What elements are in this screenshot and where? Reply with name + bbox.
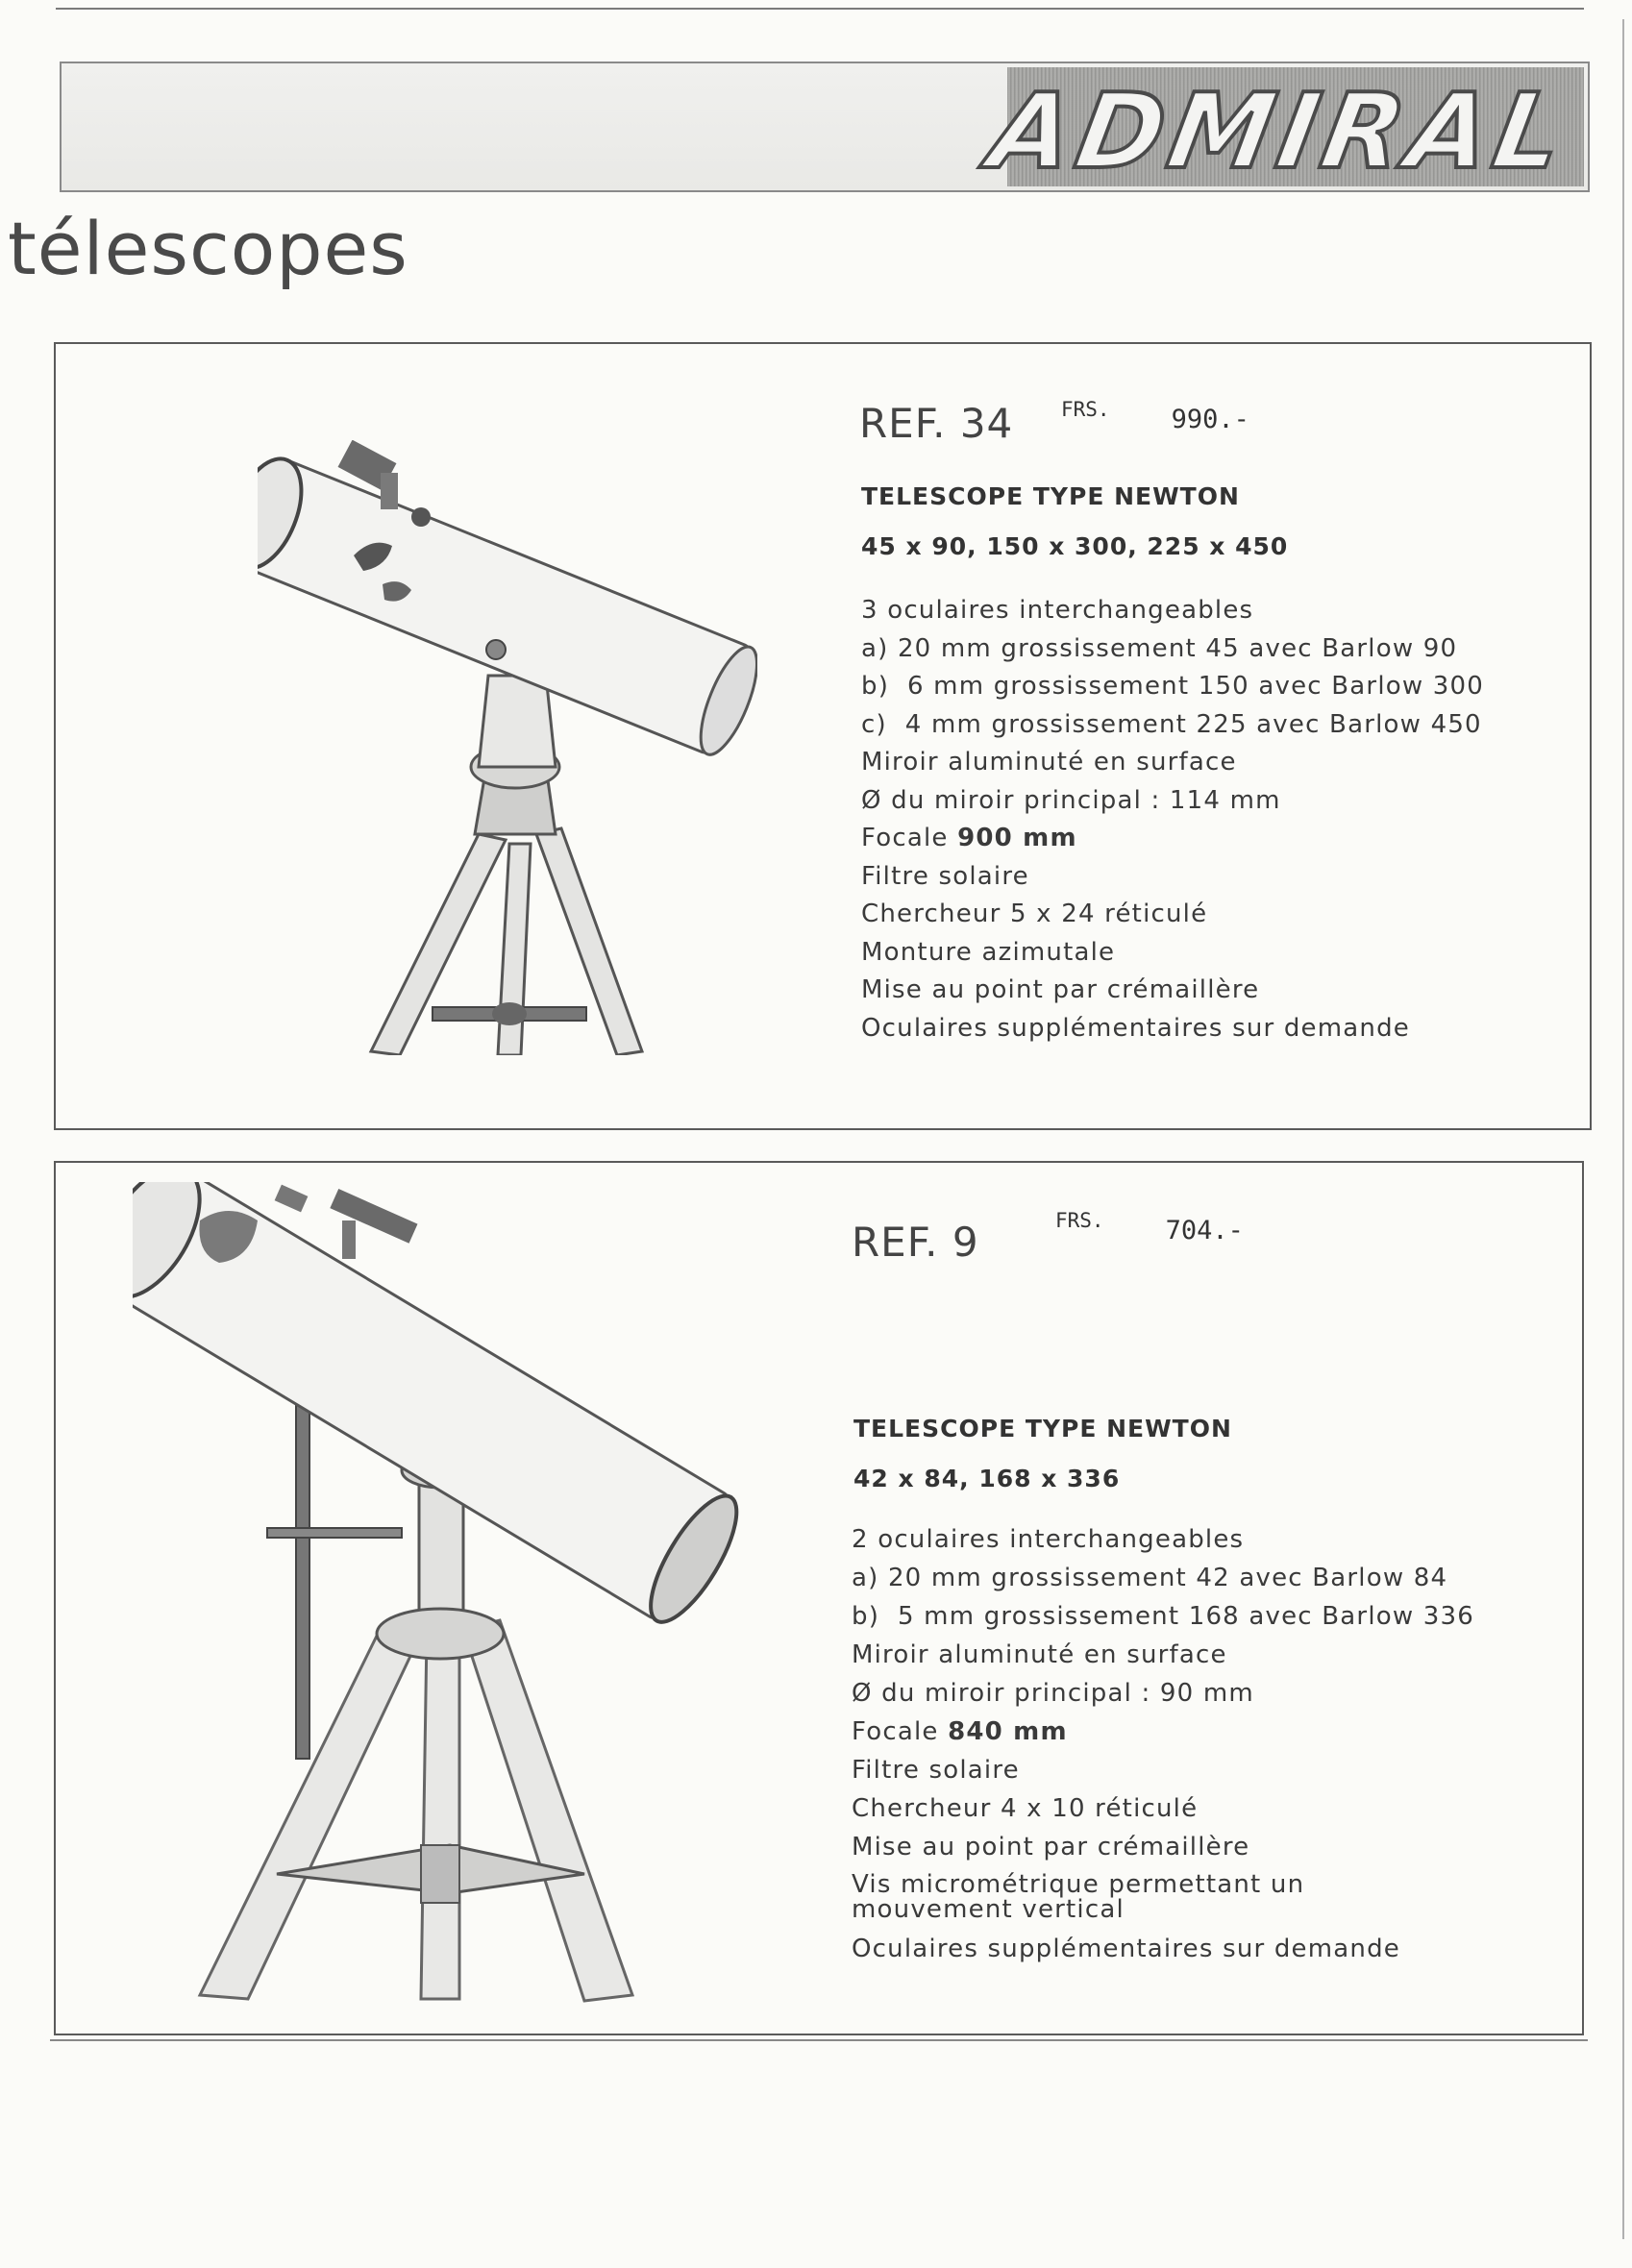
spec-mirror-diameter: Ø du miroir principal : 90 mm (852, 1679, 1254, 1708)
product-magnifications: 42 x 84, 168 x 336 (853, 1465, 1121, 1492)
bottom-rule (50, 2039, 1588, 2041)
header-band (60, 62, 1590, 192)
spec-focal (861, 820, 1484, 858)
spec-focal-value: 900 mm (957, 824, 1077, 852)
spec-finder: Chercheur 4 x 10 réticulé (852, 1794, 1199, 1823)
spec-eyepieces: 3 oculaires interchangeables (861, 596, 1254, 625)
product-panel-ref-9 (54, 1161, 1584, 2035)
spec-mount: Monture azimutale (861, 937, 1116, 967)
spec-list (852, 1520, 1475, 1968)
product-price (1061, 398, 1249, 434)
product-title: TELESCOPE TYPE NEWTON (853, 1415, 1232, 1442)
product-ref: REF. 9 (852, 1219, 979, 1266)
spec-eyepieces: 2 oculaires interchangeables (852, 1525, 1245, 1554)
spec-eyepiece-c: c) 4 mm grossissement 225 avec Barlow 450 (861, 709, 1482, 739)
price-value: 990.- (1171, 405, 1249, 434)
spec-solar-filter: Filtre solaire (861, 861, 1029, 891)
product-price (1055, 1209, 1244, 1245)
spec-finder: Chercheur 5 x 24 réticulé (861, 900, 1208, 928)
brand-box (980, 67, 1584, 192)
spec-focus: Mise au point par crémaillère (852, 1833, 1250, 1861)
price-currency: FRS. (1061, 398, 1110, 421)
top-border-line (56, 8, 1584, 10)
spec-focal (852, 1713, 1467, 1751)
spec-eyepiece-a: a) 20 mm grossissement 45 avec Barlow 90 (861, 633, 1458, 663)
product-magnifications: 45 x 90, 150 x 300, 225 x 450 (861, 532, 1289, 560)
spec-micrometer: Vis micrométrique permettant un mouvement vertical (852, 1870, 1305, 1924)
product-ref: REF. 34 (859, 400, 1014, 447)
spec-extra-eyepieces: Oculaires supplémentaires sur demande (852, 1935, 1400, 1963)
spec-focus: Mise au point par crémaillère (861, 975, 1260, 1004)
spec-extra-eyepieces: Oculaires supplémentaires sur demande (861, 1013, 1410, 1043)
brand-logo: ADMIRAL (980, 72, 1578, 192)
telescope-ref-9-photo (133, 1182, 844, 2009)
page-title: télescopes (8, 206, 408, 291)
spec-mirror: Miroir aluminuté en surface (861, 748, 1237, 777)
spec-eyepiece-b: b) 5 mm grossissement 168 avec Barlow 336 (852, 1602, 1475, 1631)
spec-focal-value: 840 mm (948, 1717, 1068, 1746)
product-title: TELESCOPE TYPE NEWTON (861, 482, 1240, 510)
spec-mirror: Miroir aluminuté en surface (852, 1640, 1227, 1669)
spec-focal-label: Focale (861, 824, 949, 852)
spec-mirror-diameter: Ø du miroir principal : 114 mm (861, 785, 1281, 815)
spec-list (861, 592, 1484, 1048)
product-panel-ref-34 (54, 342, 1592, 1130)
price-value: 704.- (1165, 1216, 1244, 1245)
right-border-line (1622, 19, 1624, 2239)
price-currency: FRS. (1055, 1209, 1104, 1232)
spec-solar-filter: Filtre solaire (852, 1756, 1020, 1785)
spec-eyepiece-b: b) 6 mm grossissement 150 avec Barlow 300 (861, 672, 1485, 701)
spec-focal-label: Focale (852, 1717, 939, 1746)
spec-eyepiece-a: a) 20 mm grossissement 42 avec Barlow 84 (852, 1564, 1448, 1592)
telescope-ref-34-photo (258, 440, 757, 1055)
